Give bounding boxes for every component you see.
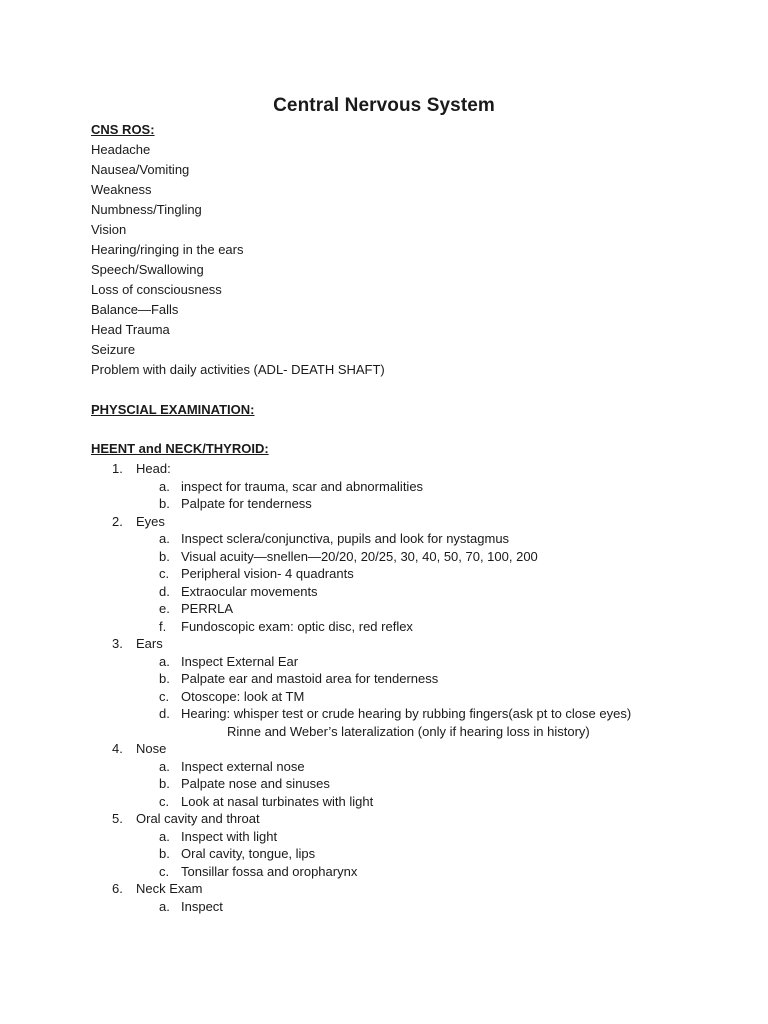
step-text: Oral cavity, tongue, lips (181, 846, 316, 861)
step-letter: d. (159, 706, 170, 721)
step-text: inspect for trauma, scar and abnormalities (181, 478, 424, 494)
section-number: 2. (112, 513, 123, 529)
step-letter: b. (159, 776, 170, 791)
step-letter: e. (159, 601, 170, 616)
step-text: Visual acuity—snellen—20/20, 20/25, 30, 40, 50, 70, 100, 200 (181, 548, 538, 564)
step-letter: b. (159, 846, 170, 861)
step-text: Hearing: whisper test or crude hearing by rubbing fingers(ask pt to close eyes) (181, 706, 632, 721)
step-text: Palpate for tenderness (181, 496, 312, 511)
step-letter: b. (159, 496, 170, 511)
exam-step (91, 600, 731, 618)
section-number: 3. (112, 636, 123, 651)
step-text: PERRLA (181, 601, 234, 616)
section-number: 6. (112, 881, 123, 896)
exam-step (91, 705, 731, 723)
step-text: Peripheral vision- 4 quadrants (181, 566, 354, 581)
step-letter: c. (159, 863, 170, 879)
step-letter: a. (159, 478, 170, 494)
step-letter: a. (159, 898, 170, 914)
exam-step (91, 495, 731, 513)
step-letter: a. (159, 758, 170, 774)
step-text: Inspect with light (181, 828, 278, 844)
exam-step (91, 863, 731, 881)
step-letter: f. (159, 618, 167, 634)
step-text: Inspect (181, 898, 223, 914)
step-text: Extraocular movements (181, 583, 318, 599)
ros-item: Head Trauma (91, 322, 170, 337)
step-text: Fundoscopic exam: optic disc, red reflex (181, 618, 413, 634)
ros-item: Loss of consciousness (91, 282, 222, 297)
step-letter: d. (159, 583, 170, 599)
exam-step (91, 845, 731, 863)
exam-outline (91, 460, 731, 915)
ros-item: Seizure (91, 342, 136, 357)
step-text: Tonsillar fossa and oropharynx (181, 863, 358, 879)
ros-item: Hearing/ringing in the ears (91, 242, 244, 257)
section-number: 4. (112, 741, 123, 756)
step-text: Inspect sclera/conjunctiva, pupils and look for nystagmus (181, 531, 510, 546)
ros-item: Headache (91, 142, 151, 157)
step-text: Look at nasal turbinates with light (181, 793, 374, 809)
exam-step (91, 828, 731, 846)
exam-section (91, 810, 731, 828)
exam-step (91, 583, 731, 601)
exam-step (91, 688, 731, 706)
exam-step (91, 478, 731, 496)
section-label: Ears (136, 636, 163, 651)
ros-item: Balance—Falls (91, 302, 179, 317)
step-letter: b. (159, 671, 170, 686)
exam-section (91, 740, 731, 758)
ros-heading: CNS ROS: (91, 122, 155, 137)
exam-heading: PHYSCIAL EXAMINATION: (91, 402, 255, 417)
continuation-text: Rinne and Weber’s lateralization (only if hearing loss in history) (227, 723, 590, 739)
exam-section (91, 460, 731, 478)
exam-step (91, 548, 731, 566)
ros-list (91, 140, 385, 380)
exam-step (91, 758, 731, 776)
step-letter: a. (159, 653, 170, 669)
exam-step-continuation (91, 723, 731, 741)
step-text: Palpate nose and sinuses (181, 776, 330, 791)
section-label: Nose (136, 741, 167, 756)
exam-step (91, 670, 731, 688)
exam-section (91, 513, 731, 531)
section-number: 1. (112, 461, 123, 476)
exam-subheading: HEENT and NECK/THYROID: (91, 441, 269, 456)
exam-section (91, 635, 731, 653)
exam-step (91, 793, 731, 811)
exam-step (91, 618, 731, 636)
section-label: Head: (136, 461, 171, 476)
section-number: 5. (112, 811, 123, 826)
section-label: Neck Exam (136, 881, 203, 896)
ros-item: Vision (91, 222, 127, 237)
step-letter: a. (159, 828, 170, 844)
ros-item: Speech/Swallowing (91, 262, 204, 277)
step-text: Palpate ear and mastoid area for tenderness (181, 671, 439, 686)
ros-item: Problem with daily activities (ADL- DEATH SHAFT) (91, 362, 385, 377)
ros-item: Numbness/Tingling (91, 202, 202, 217)
step-text: Inspect external nose (181, 758, 305, 774)
step-text: Otoscope: look at TM (181, 688, 305, 704)
step-text: Inspect External Ear (181, 653, 299, 669)
ros-item: Weakness (91, 182, 152, 197)
exam-step (91, 530, 731, 548)
step-letter: c. (159, 793, 170, 809)
exam-step (91, 653, 731, 671)
ros-item: Nausea/Vomiting (91, 162, 190, 177)
step-letter: c. (159, 566, 170, 581)
exam-step (91, 565, 731, 583)
page-title: Central Nervous System (273, 95, 495, 116)
exam-step (91, 898, 731, 916)
exam-section (91, 880, 731, 898)
section-label: Eyes (136, 513, 165, 529)
step-letter: a. (159, 531, 170, 546)
section-label: Oral cavity and throat (136, 811, 260, 826)
step-letter: c. (159, 688, 170, 704)
step-letter: b. (159, 548, 170, 564)
exam-step (91, 775, 731, 793)
